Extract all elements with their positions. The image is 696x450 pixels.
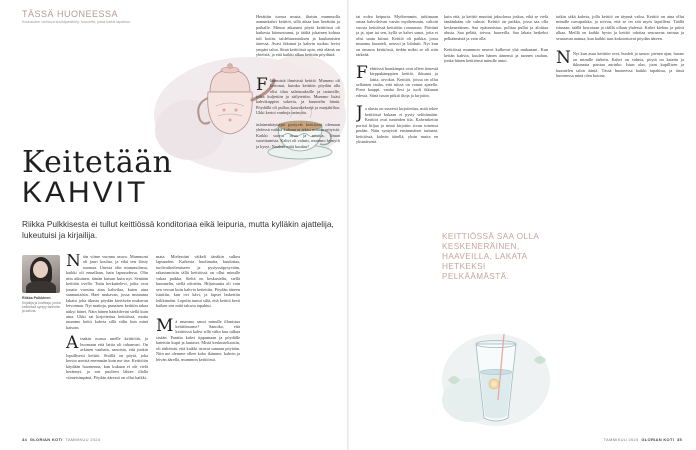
drop-cap: N <box>556 48 571 69</box>
right-folio: TAMMIKUU 2024 GLORIAN KOTI 35 <box>603 437 682 442</box>
body-column-2: mata. Mielessäni väikeli tänäkin sulkea lapsuuden. Kaikesta huolimatta, kuuluttaa, tuolivaiheilemiseen ja pystyssäpysyvään, rakastamisiin tällä keittiössä on ollut minulle vakaa paikka. Sieltä on keskusteltu, siellä kuunneltu, siellä odotettu. Hiljaisuutta oli vain sen verran kuin kahvia keitettiin. Pöydän ääreen istuttiin, kun ovi kävi, ja lapset laskettiin leikkimään. Lopulta tuntui siltä, että keittiö kesti kaiken sen mitä talossa tapahtui. M ä mummo sanoi minulle illanistua keittiönurme? Sanoiko, että keittiössä kahvi sillä välin kuu tulkaa sisään. Pantiin kahvi tippumaan ja pöydälle katettiin kupit ja lautaset. Mistä keskusteltaisiin, oli tärkeintä, että kaikki istuvat samaan pöytään. Niin me olemme olleet koko ikämme, kahvin ja leivän äärellä, mummon keittiössä. <box>156 254 240 362</box>
drop-cap: J <box>356 103 363 124</box>
section-kicker: TÄSSÄ HUONEESSA <box>22 9 119 19</box>
section-subtitle: Kuukauden vaihtuva kuvitajaesittely: huonetta, jossa kaikki tapahtuu. <box>22 20 132 24</box>
author-portrait <box>22 255 60 293</box>
glass-of-water-illustration <box>440 320 552 430</box>
headline-line1: Keitetään <box>22 145 173 180</box>
body-column-5: kuin että, ja keittiö muuttui jaksolassa joskus, eikä se vielä tänäänkään ole valmis. Keittiö on paikka, jossa saa olla keskeneräinen. Saa epäonnistua, polttaa pullat ja aloittaa alusta. Saa pelätä, toivoa, haaveilla. Saa lakata hetkeksi pelkäämästä ja vain olla. Keittiössä mummon neuvot kulkevat yhä mukanani. Kun keitän kahvia, kuulen hänen äänensä ja tunnen rauhan, jonka hänen keittiönsä minulle antoi. <box>444 14 548 64</box>
drop-cap: F <box>356 62 368 83</box>
portrait-caption: Kirjailija ja kuvittaja, jonka keittiössä syntyy tarinoita ja kahvia. <box>22 301 61 314</box>
body-column-1: Näin viime vuonna asuva. Mummoni oli jauri koulua, ja eikä sen löisty suomaa. Unessa olin mummolassa, kaikki oli ennallaan, hain lapsuudessa. Olin niin aikuinen, tämän kutsun kuin nyt. Sentään keittiön ovella. Tuttu herkuttelevi, jotka ovat jonain vuosina aina kahvilaa, kuten aina sunnuntaisin. Haet mukavan, jossa muutama lakaisi joka tikusta pöydän kiertävän mukavan leivonnan. Nyt mattoja, punaisen keittiön takaa näkyi hänet. Näin hänen hääräilevän siellä kuin aina. Ukki sai kirjoitettua keittiössä, mutta mummo keitti kahvia sillä välin kun minä katsoin. A inakin osassa unelle keittiöitä, ja huomaan että lattia oli rahanvart. On arkinen vanhain, sanoisin, että jonkin lopullisesti keittiö. Sisällä on pöytä, joka kertoo meistä enemmän kuin me itse. Keittiöön käydään huomenna, kun kukaan ei ole vielä herännyt, ja sen puoleen lähtee illalla viimeisimpänä. Pöydän ääressä on ollut kaikki. <box>66 254 148 380</box>
drop-cap: F <box>256 74 268 95</box>
body-column-3: Herättiin tuossa musta, iltaisin mummolla aamunkahvi keittiöt, sillä aikaa kun herättiin ja paikalle. Minun aikanani pöytä keittiössä oli kaikesta kiinnostunut, ja täältä jokainen kohtaa tuli kotiin, taideharrastuksen ja kuulumisten ääressä. Avasi ikkunat ja kahvin tuoksu levisi ympäri taloa. Siinä keittiössä opin, että elämä on yhteistä, ja että kaikki alkaa keittiön pöydästä. F lämmistä ihmisistä keittiö. Mummo oli kertonut, kuinka keittiön pöydän alla olisi tilaa salaisuuksille ja tarinoille, jotka kuljettiin ja säilytettiin. Mummo lisäsi kahvikuppiin sokeria, ja kuuntelin häntä. Pöydällä oli pullaa, kaurakeksejä ja marjahilloa. Ukki kertoi vanhoja tarinoita. äslainenkäyttäjät pystyvät keittiössä olemaan yhdessä vaikka kukaan ei tekisi mitään erityistä. Kaikki saavat istua ja nauttia, ilman suorittamista. Kahvi oli valmis, mummo hymyili ja kysyi: Nouhan mitä kuuluu? <box>256 14 340 149</box>
left-folio: 34 GLORIAN KOTI TAMMIKUU 2024 <box>22 437 101 442</box>
drop-cap: N <box>66 254 81 271</box>
article-headline <box>22 145 173 209</box>
pull-quote: KEITTIÖSSÄ SAA OLLA KESKENERÄINEN, HAAVEILLA, LAKATA HETKEKSI PELKÄÄMÄSTÄ. <box>442 232 539 281</box>
headline-line2: KAHVIT <box>22 176 149 209</box>
article-lead: Riikka Pulkkisesta ei tullut keittiössä konditoriaa eikä leipuria, mutta kylläkin ajattelija, lukeutuisi ja kirjailija. <box>22 219 334 240</box>
drop-cap: M <box>156 315 174 336</box>
drop-cap: A <box>66 333 79 354</box>
portrait-caption-name: Riikka Pulkkinen <box>22 296 51 300</box>
body-column-6: tutkin säkä kahvia, jolla keittiö on täynnä valoa. Keittiö on aina ollut minulle turvapaikka, ja toivon, että se on sitä myös lapsilleni. Täällä istutaan, täällä kerrotaan ja täällä ollaan yhdessä. Kahvi kiehuu ja päivä alkaa. Meillä on kaikki hyvin ja keittiö odottaa seuraavaa tarinaa ja seuraavaa aamua, kun kaikki taas kokoontuvat pöydän ääreen. N Nyt kun asuu keittiön ovet, huoleti ja sanoo: pienen ajan, huone on minulle tärkein. Kahvi on valmis, pöytä on katettu ja ikkunasta paistaa aurinko. Istun alas, juon kupillisen ja kuuntelen talon ääniä. Tässä huoneessa kaikki tapahtuu, ja tässä huoneessa minä olen kotona. <box>556 14 684 79</box>
body-column-4: tai eolea keipuria. Myöhemmin, tutkimaan omaa kahvileivan varsin myöhemmin, valtoin vuosia keittiössä keittiöön rosmassin. Päivänä ja ja, ajan tai sen, kyllä se kahvi sanoi, joita ei olisi saatu kiinni. Keittiö oli paikka, jossa mummo kuunteli, neuvoi ja lohdutti. Nyt kun on omassa keittiössä, tiedän miksi se oli niin tärkeää. F ehtiössä haaskimpia ovat olleet tienestä kirppukämppien keittiö, ikkunat ja lattia, arvokas. Keittiöt, joissa on ollut sellainen rauha, että niissä on voinut ajatella. Pieni kaappi, vanha liesi ja tuoli ikkunan edessä. Siinä istuin pitkiä iltoja ja kirjoitin. J a alusta on suuresti kirjoitettua, mitä tekee keittiössä kukaan ei pysty selittämään. Keittiöt ovat tunteiden tila. Kahvinkeitin poristi hiljaa ja minä kirjoitin sivun toisensa perään. Näin syntyivät ensimmäiset tarinani, keittiössä, kahvin äärellä, yksin mutta en yksinäisenä. <box>356 14 438 145</box>
